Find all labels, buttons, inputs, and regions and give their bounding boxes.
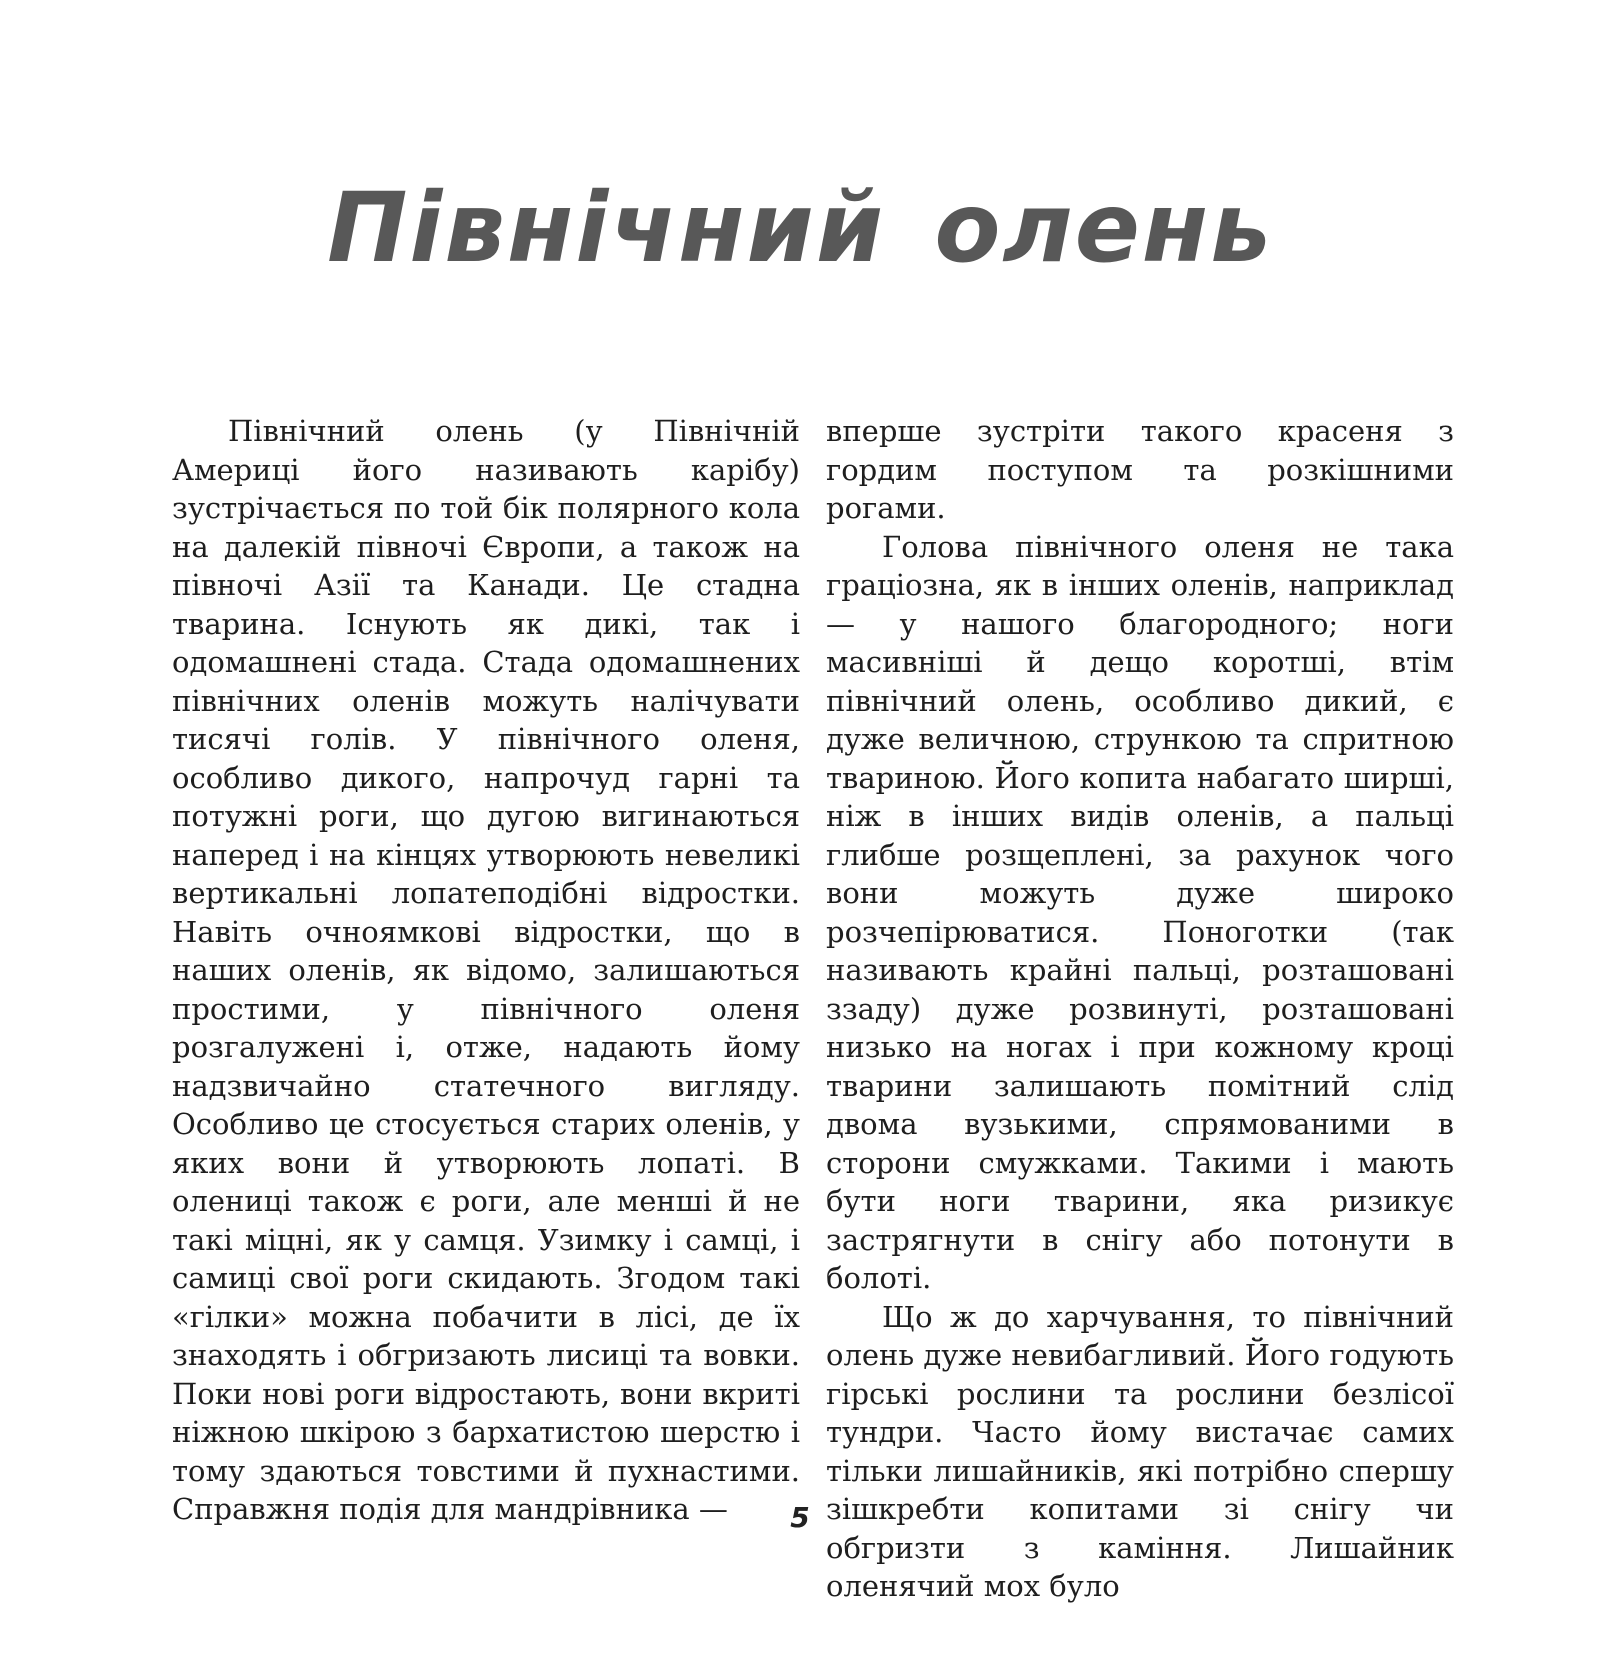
paragraph-continuation: вперше зустріти такого красеня з гордим поступом та розкішними рогами. [826,414,1454,525]
paragraph: Що ж до харчування, то північний олень дуже невибагливий. Його годують гірські рослини та рослини безлісої тундри. Часто йому вистачає самих тільки лишайників, які потрібно спершу зішкребти копитами зі снігу чи обгризти з каміння. Лишайник оленячий мох було [826,1299,1454,1603]
text-column-left [172,412,800,1529]
paragraph: Північний олень (у Північній Америці його називають карібу) зустрічається по той бік полярного кола на далекій півночі Європи, а також на півночі Азії та Канади. Це стадна тварина. Існують як дикі, так і одомашнені стада. Стада одомашнених північних оленів можуть налічувати тисячі голів. У північного оленя, особливо дикого, напрочуд гарні та потужні роги, що дугою вигинаються наперед і на кінцях утворюють невеликі вертикальні лопатеподібні відростки. Навіть очноямкові відростки, що в наших оленів, як відомо, залишаються простими, у північного оленя розгалужені і, отже, надають йому надзвичайно статечного вигляду. Особливо це стосується старих оленів, у яких вони й утворюють лопаті. В олениці також є роги, але менші й не такі міцні, як у самця. Узимку і самці, і самиці свої роги скидають. Згодом такі «гілки» можна побачити в лісі, де їх знаходять і обгризають лисиці та вовки. Поки нові роги відростають, вони вкриті ніжною шкірою з бархатистою шерстю і тому здаються товстими й пухнастими. Справжня подія для мандрівника — [172,414,800,1526]
text-column-right [826,412,1454,1606]
page-title: Північний олень [327,172,1273,284]
paragraph: Голова північного оленя не така граціозна, як в інших оленів, наприклад — у нашого благородного; ноги масивніші й дещо коротші, втім північний олень, особливо дикий, є дуже величною, стрункою та спритною твариною. Його копита набагато ширші, ніж в інших видів оленів, а пальці глибше розщеплені, за рахунок чого вони можуть дуже широко розчепірюватися. Поноготки (так називають крайні пальці, розташовані ззаду) дуже розвинуті, розташовані низько на ногах і при кожному кроці тварини залишають помітний слід двома вузькими, спрямованими в сторони смужками. Такими і мають бути ноги тварини, яка ризикує застрягнути в снігу або потонути в болоті. [826,529,1454,1295]
page-number: 5 [790,1501,810,1534]
